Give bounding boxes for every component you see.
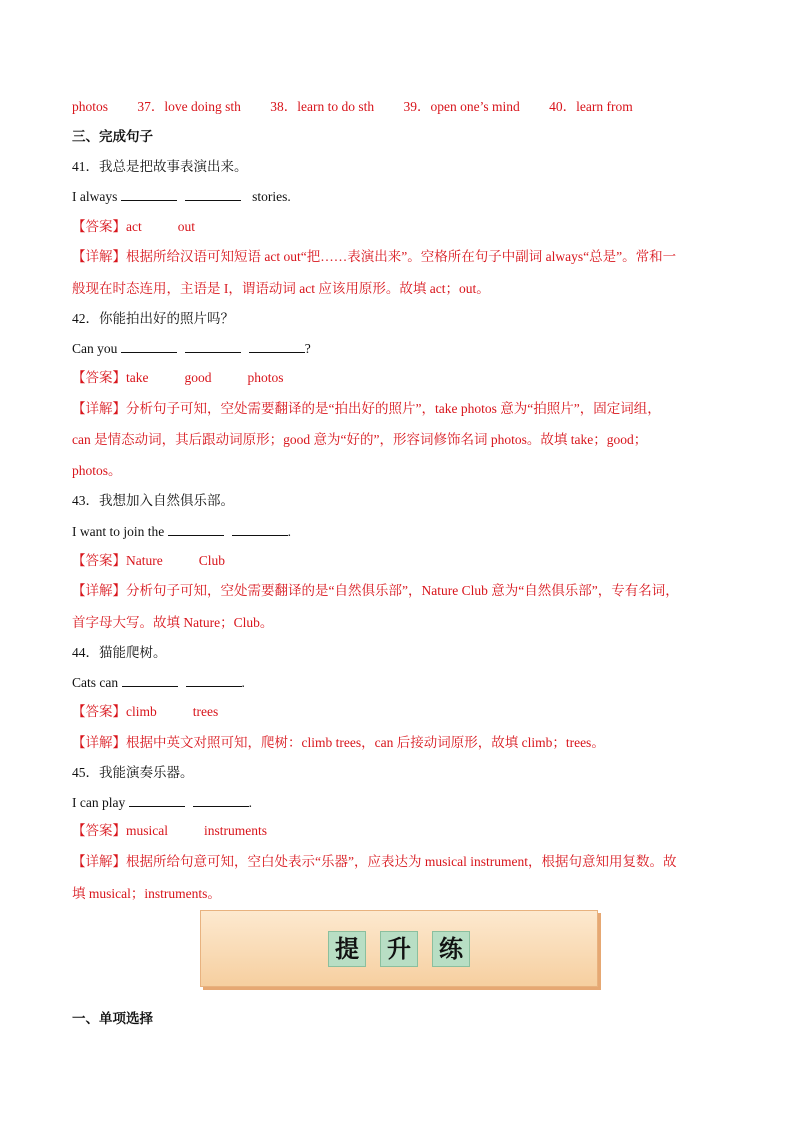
- q41-suffix: stories.: [252, 189, 291, 204]
- answer-word: take: [126, 370, 149, 385]
- blank: [232, 523, 288, 536]
- q43-answer: [72, 552, 225, 570]
- q41-question: 41．我总是把故事表演出来。: [72, 159, 248, 174]
- q44-answer: [72, 703, 218, 721]
- q45-answer: [72, 822, 267, 840]
- answer-label: 【答案】: [72, 704, 126, 719]
- answer-38: 38．learn to do sth: [270, 99, 375, 114]
- q45-sentence: [72, 794, 252, 812]
- q43-detail-2: 首字母大写。故填 Nature；Club。: [72, 615, 274, 630]
- blank: [129, 794, 185, 807]
- practice-banner: [200, 910, 598, 987]
- detail-text: 根据所给句意可知，空白处表示“乐器”，应表达为 musical instrument，根据句意知用复数。故: [126, 854, 677, 869]
- blank: [121, 340, 177, 353]
- q45-detail-1: [72, 853, 676, 871]
- answer-word: Nature: [126, 553, 163, 568]
- q42-question: 42．你能拍出好的照片吗？: [72, 311, 234, 326]
- q42-answer: [72, 369, 284, 387]
- answer-40: 40．learn from: [549, 99, 633, 114]
- banner-char: 升: [380, 931, 418, 967]
- detail-label: 【详解】: [72, 401, 126, 416]
- q41-prefix: I always: [72, 189, 118, 204]
- detail-label: 【详解】: [72, 735, 126, 750]
- q44-suffix: .: [241, 675, 245, 690]
- blank: [121, 188, 177, 201]
- q44-prefix: Cats can: [72, 675, 119, 690]
- q43-prefix: I want to join the: [72, 524, 165, 539]
- q41-detail-1: [72, 248, 676, 266]
- q42-detail-2: can 是情态动词，其后跟动词原形；good 意为“好的”，形容词修饰名词 photos。故填 take；good；: [72, 432, 648, 447]
- q44-detail-1: [72, 734, 605, 752]
- answer-word: Club: [198, 553, 225, 568]
- q45-suffix: .: [248, 795, 252, 810]
- detail-text: 根据所给汉语可知短语 act out“把……表演出来”。空格所在句子中副词 always“总是”。常和一: [126, 249, 677, 264]
- answer-label: 【答案】: [72, 370, 126, 385]
- section-heading-1: 一、单项选择: [72, 1011, 153, 1026]
- answer-word: climb: [126, 704, 157, 719]
- q41-answer: [72, 218, 195, 236]
- detail-text: 根据中英文对照可知，爬树：climb trees，can 后接动词原形，故填 climb；trees。: [126, 735, 605, 750]
- q45-question: 45．我能演奏乐器。: [72, 765, 194, 780]
- answer-word: good: [184, 370, 212, 385]
- answer-word: instruments: [204, 823, 267, 838]
- q42-sentence: [72, 340, 311, 358]
- q43-sentence: [72, 523, 291, 541]
- section-heading-3: 三、完成句子: [72, 129, 153, 144]
- answer-word: act: [126, 219, 142, 234]
- q42-suffix: ?: [304, 341, 311, 356]
- answer-word: out: [177, 219, 196, 234]
- answer-word: photos: [247, 370, 284, 385]
- answer-label: 【答案】: [72, 823, 126, 838]
- banner-char: 练: [432, 931, 470, 967]
- blank: [168, 523, 224, 536]
- blank: [193, 794, 249, 807]
- q43-suffix: .: [287, 524, 291, 539]
- q42-detail-1: [72, 400, 661, 418]
- q42-detail-3: photos。: [72, 463, 122, 478]
- detail-label: 【详解】: [72, 583, 126, 598]
- blank: [185, 340, 241, 353]
- answers-36-40: [72, 98, 633, 116]
- answer-label: 【答案】: [72, 219, 126, 234]
- q42-prefix: Can you: [72, 341, 118, 356]
- q44-sentence: [72, 674, 245, 692]
- q41-detail-2: 般现在时态连用，主语是 I，谓语动词 act 应该用原形。故填 act；out。: [72, 281, 490, 296]
- answer-word: musical: [126, 823, 168, 838]
- detail-text: 分析句子可知，空处需要翻译的是“自然俱乐部”，Nature Club 意为“自然俱乐部”，专有名词，: [126, 583, 679, 598]
- q41-sentence: [72, 188, 291, 206]
- detail-label: 【详解】: [72, 249, 126, 264]
- answer-37: 37．love doing sth: [137, 99, 241, 114]
- blank: [249, 340, 305, 353]
- answer-36: photos: [72, 99, 109, 114]
- blank: [186, 674, 242, 687]
- q43-detail-1: [72, 582, 679, 600]
- q45-detail-2: 填 musical；instruments。: [72, 886, 221, 901]
- detail-label: 【详解】: [72, 854, 126, 869]
- q45-prefix: I can play: [72, 795, 126, 810]
- detail-text: 分析句子可知，空处需要翻译的是“拍出好的照片”，take photos 意为“拍照片”，固定词组，: [126, 401, 661, 416]
- blank: [185, 188, 241, 201]
- answer-39: 39．open one’s mind: [403, 99, 520, 114]
- answer-word: trees: [192, 704, 219, 719]
- blank: [122, 674, 178, 687]
- q44-question: 44．猫能爬树。: [72, 645, 167, 660]
- answer-label: 【答案】: [72, 553, 126, 568]
- q43-question: 43．我想加入自然俱乐部。: [72, 493, 234, 508]
- banner-char: 提: [328, 931, 366, 967]
